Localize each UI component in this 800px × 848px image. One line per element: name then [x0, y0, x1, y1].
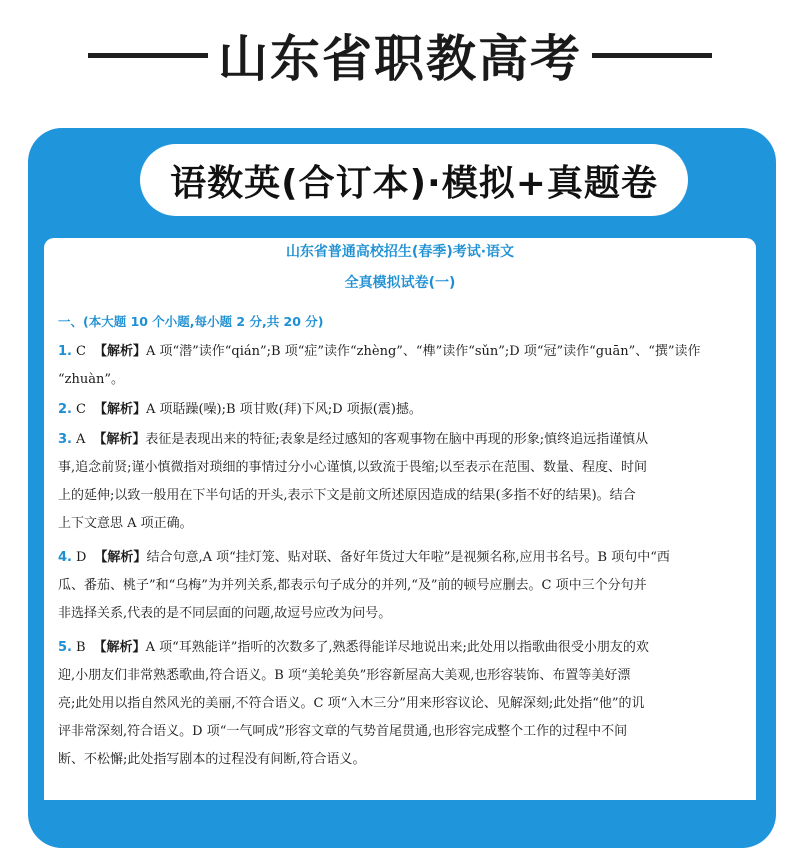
- answer-item: [58, 634, 748, 774]
- answer-letter: D: [75, 550, 87, 565]
- paper-title: 山东省普通高校招生(春季)考试·语文: [285, 244, 515, 260]
- analysis-text: 评非常深刻,符合语义。D 项“一气呵成”形容文章的气势首尾贯通,也形容完成整个工作的过程中不间: [58, 724, 628, 739]
- answer-letter: A: [75, 432, 86, 447]
- analysis-text: 上的延伸;以致一般用在下半句话的开头,表示下文是前文所述原因造成的结果(多指不好的结果)。结合: [58, 488, 636, 503]
- analysis-tag: 【解析】: [93, 432, 146, 447]
- answer-item: [58, 426, 748, 538]
- analysis-text: 表征是表现出来的特征;表象是经过感知的客观事物在脑中再现的形象;慎终追远指谨慎从: [145, 432, 649, 447]
- analysis-text: A 项“潜”读作“qián”;B 项“症”读作“zhèng”、“榫”读作“sǔn”;D 项“冠”读作“guān”、“撰”读作: [145, 344, 701, 359]
- analysis-text: 瓜、番茄、桃子”和“乌梅”为并列关系,都表示句子成分的并列,“及”前的顿号应删去。C 项中三个分句并: [58, 578, 647, 593]
- analysis-text: 结合句意,A 项“挂灯笼、贴对联、备好年货过大年啦”是视频名称,应用书名号。B 项句中“西: [146, 550, 670, 565]
- question-number: 3.: [58, 432, 72, 447]
- section-heading: 一、(本大题 10 个小题,每小题 2 分,共 20 分): [58, 314, 324, 329]
- question-number: 5.: [58, 640, 72, 655]
- answer-item: [58, 396, 748, 424]
- answer-item: [58, 338, 748, 394]
- analysis-text: 迎,小朋友们非常熟悉歌曲,符合语义。B 项“美轮美奂”形容新屋高大美观,也形容装饰、布置等美好漂: [58, 668, 631, 683]
- answer-letter: C: [75, 344, 86, 359]
- analysis-tag: 【解析】: [93, 402, 146, 417]
- header-title-bar: [0, 10, 800, 100]
- page-title: 山东省职教高考: [218, 30, 582, 88]
- analysis-text: “zhuàn”。: [58, 372, 125, 387]
- answer-item: [58, 544, 748, 628]
- left-rule: [88, 53, 208, 58]
- answer-letter: B: [75, 640, 86, 655]
- analysis-tag: 【解析】: [93, 640, 146, 655]
- analysis-text: 亮;此处用以指自然风光的美丽,不符合语义。C 项“入木三分”用来形容议论、见解深刻;此处指“他”的讥: [58, 696, 645, 711]
- right-rule: [592, 53, 712, 58]
- analysis-tag: 【解析】: [94, 550, 147, 565]
- analysis-text: 上下文意思 A 项正确。: [58, 516, 193, 531]
- question-number: 4.: [58, 550, 72, 565]
- analysis-text: 事,追念前贤;谨小慎微指对琐细的事情过分小心谨慎,以致流于畏缩;以至表示在范围、数量、程度、时间: [58, 460, 648, 475]
- analysis-text: 非选择关系,代表的是不同层面的问题,故逗号应改为问号。: [58, 606, 392, 621]
- analysis-text: 断、不松懈;此处指写剧本的过程没有间断,符合语义。: [58, 752, 366, 767]
- analysis-tag: 【解析】: [93, 344, 146, 359]
- book-title: 语数英(合订本)·模拟+真题卷: [140, 144, 688, 216]
- question-number: 1.: [58, 344, 72, 359]
- paper-subtitle: 全真模拟试卷(一): [344, 275, 456, 291]
- analysis-text: A 项聒躁(噪);B 项甘败(拜)下风;D 项振(震)撼。: [145, 402, 422, 417]
- answer-letter: C: [75, 402, 86, 417]
- analysis-text: A 项“耳熟能详”指听的次数多了,熟悉得能详尽地说出来;此处用以指歌曲很受小朋友的欢: [145, 640, 649, 655]
- question-number: 2.: [58, 402, 72, 417]
